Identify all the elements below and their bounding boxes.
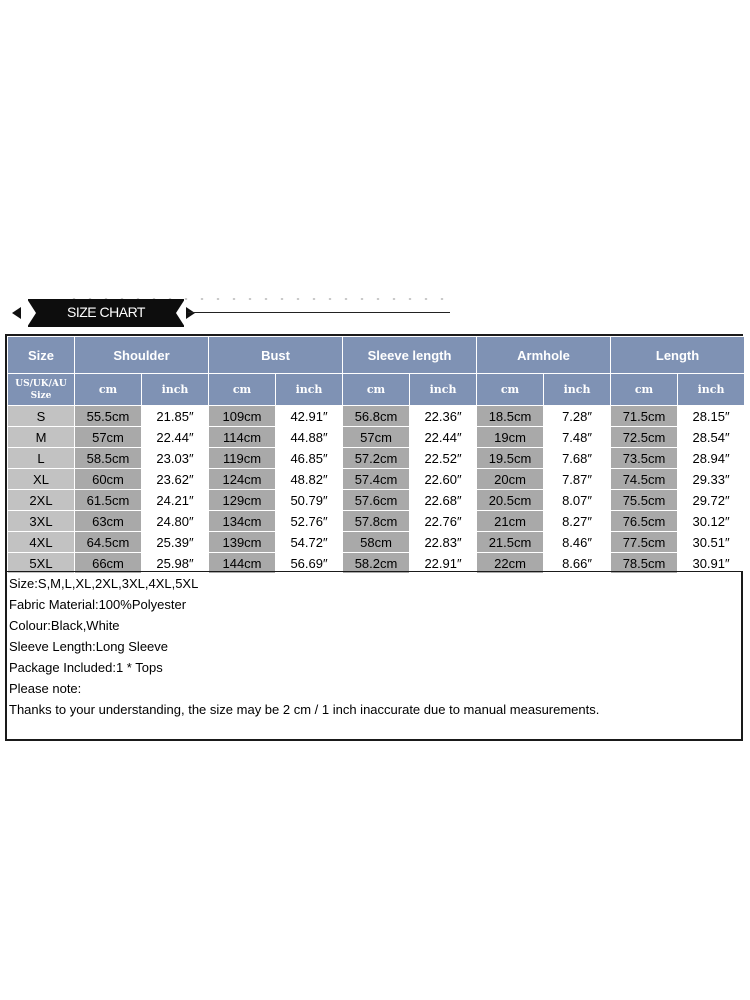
shoulder-cm-cell: 55.5cm [75,406,142,427]
table-row [8,490,745,511]
armhole-cm-cell: 19.5cm [477,448,544,469]
bust-cm-cell: 109cm [209,406,276,427]
note-package: Package Included:1 * Tops [9,660,163,675]
table-row [8,406,745,427]
unit-inch-header: inch [678,374,745,406]
length-cm-cell: 77.5cm [611,532,678,553]
shoulder-inch-cell: 23.62″ [142,469,209,490]
bust-cm-cell: 119cm [209,448,276,469]
size-cell: 2XL [8,490,75,511]
shoulder-cm-cell: 58.5cm [75,448,142,469]
unit-header-row [8,374,745,406]
armhole-inch-cell: 8.66″ [544,553,611,574]
armhole-cm-cell: 20cm [477,469,544,490]
group-header-row [8,337,745,374]
size-chart-banner [6,296,746,330]
shoulder-inch-cell: 24.21″ [142,490,209,511]
bust-inch-cell: 48.82″ [276,469,343,490]
size-header: Size [8,337,75,374]
armhole-inch-cell: 7.48″ [544,427,611,448]
table-row [8,511,745,532]
bust-inch-cell: 42.91″ [276,406,343,427]
length-cm-cell: 72.5cm [611,427,678,448]
shoulder-inch-cell: 22.44″ [142,427,209,448]
table-row [8,469,745,490]
shoulder-inch-cell: 25.39″ [142,532,209,553]
shoulder-header: Shoulder [75,337,209,374]
unit-inch-header: inch [276,374,343,406]
length-cm-cell: 75.5cm [611,490,678,511]
note-sizes: Size:S,M,L,XL,2XL,3XL,4XL,5XL [9,576,199,591]
armhole-cm-cell: 20.5cm [477,490,544,511]
armhole-inch-cell: 7.87″ [544,469,611,490]
sleeve-inch-cell: 22.91″ [410,553,477,574]
product-notes [5,571,743,741]
armhole-cm-cell: 21cm [477,511,544,532]
unit-inch-header: inch [410,374,477,406]
sleeve-cm-cell: 57.4cm [343,469,410,490]
size-chart-table-frame [5,334,743,571]
length-cm-cell: 76.5cm [611,511,678,532]
region-size-header [8,374,75,406]
length-inch-cell: 28.94″ [678,448,745,469]
sleeve-inch-cell: 22.76″ [410,511,477,532]
length-cm-cell: 78.5cm [611,553,678,574]
size-cell: M [8,427,75,448]
shoulder-cm-cell: 64.5cm [75,532,142,553]
banner-title: SIZE CHART [67,304,145,320]
size-cell: 3XL [8,511,75,532]
shoulder-cm-cell: 63cm [75,511,142,532]
unit-cm-header: cm [209,374,276,406]
armhole-cm-cell: 19cm [477,427,544,448]
armhole-cm-cell: 21.5cm [477,532,544,553]
sleeve-cm-cell: 58cm [343,532,410,553]
sleeve-inch-cell: 22.83″ [410,532,477,553]
sleeve-cm-cell: 56.8cm [343,406,410,427]
bust-cm-cell: 139cm [209,532,276,553]
unit-cm-header: cm [477,374,544,406]
bust-cm-cell: 134cm [209,511,276,532]
size-cell: 5XL [8,553,75,574]
length-inch-cell: 29.72″ [678,490,745,511]
sleeve-inch-cell: 22.68″ [410,490,477,511]
bust-cm-cell: 124cm [209,469,276,490]
armhole-header: Armhole [477,337,611,374]
note-please-note: Please note: [9,681,82,696]
bust-cm-cell: 114cm [209,427,276,448]
note-fabric: Fabric Material:100%Polyester [9,597,187,612]
banner-line [188,312,450,313]
shoulder-cm-cell: 60cm [75,469,142,490]
bust-inch-cell: 50.79″ [276,490,343,511]
bust-cm-cell: 129cm [209,490,276,511]
table-row [8,532,745,553]
sleeve-inch-cell: 22.60″ [410,469,477,490]
size-cell: S [8,406,75,427]
unit-cm-header: cm [343,374,410,406]
armhole-inch-cell: 7.28″ [544,406,611,427]
armhole-inch-cell: 8.07″ [544,490,611,511]
shoulder-inch-cell: 21.85″ [142,406,209,427]
size-cell: XL [8,469,75,490]
sleeve-inch-cell: 22.52″ [410,448,477,469]
length-inch-cell: 28.54″ [678,427,745,448]
length-cm-cell: 71.5cm [611,406,678,427]
arrow-left-icon [12,307,21,319]
sleeve-cm-cell: 57.2cm [343,448,410,469]
region-size-label: Size [30,390,52,401]
length-inch-cell: 30.91″ [678,553,745,574]
bust-inch-cell: 44.88″ [276,427,343,448]
armhole-inch-cell: 8.27″ [544,511,611,532]
shoulder-inch-cell: 23.03″ [142,448,209,469]
sleeve-cm-cell: 57.6cm [343,490,410,511]
note-disclaimer: Thanks to your understanding, the size may be 2 cm / 1 inch inaccurate due to manual measurements. [9,702,600,717]
length-inch-cell: 28.15″ [678,406,745,427]
length-cm-cell: 74.5cm [611,469,678,490]
size-chart-table [7,336,745,574]
unit-cm-header: cm [75,374,142,406]
armhole-inch-cell: 8.46″ [544,532,611,553]
shoulder-inch-cell: 24.80″ [142,511,209,532]
sleeve-length-header: Sleeve length [343,337,477,374]
size-rows [8,406,745,574]
length-inch-cell: 29.33″ [678,469,745,490]
bust-cm-cell: 144cm [209,553,276,574]
unit-cm-header: cm [611,374,678,406]
size-cell: 4XL [8,532,75,553]
length-inch-cell: 30.12″ [678,511,745,532]
armhole-cm-cell: 18.5cm [477,406,544,427]
sleeve-inch-cell: 22.44″ [410,427,477,448]
shoulder-cm-cell: 57cm [75,427,142,448]
sleeve-cm-cell: 57.8cm [343,511,410,532]
sleeve-cm-cell: 58.2cm [343,553,410,574]
bust-header: Bust [209,337,343,374]
sleeve-cm-cell: 57cm [343,427,410,448]
bust-inch-cell: 56.69″ [276,553,343,574]
armhole-inch-cell: 7.68″ [544,448,611,469]
shoulder-cm-cell: 66cm [75,553,142,574]
bust-inch-cell: 54.72″ [276,532,343,553]
size-cell: L [8,448,75,469]
bust-inch-cell: 52.76″ [276,511,343,532]
length-cm-cell: 73.5cm [611,448,678,469]
shoulder-cm-cell: 61.5cm [75,490,142,511]
unit-inch-header: inch [544,374,611,406]
note-sleeve-length: Sleeve Length:Long Sleeve [9,639,169,654]
table-row [8,448,745,469]
bust-inch-cell: 46.85″ [276,448,343,469]
note-colour: Colour:Black,White [9,618,120,633]
sleeve-inch-cell: 22.36″ [410,406,477,427]
unit-inch-header: inch [142,374,209,406]
banner-ribbon [28,299,184,327]
table-row [8,427,745,448]
armhole-cm-cell: 22cm [477,553,544,574]
shoulder-inch-cell: 25.98″ [142,553,209,574]
arrow-right-icon [186,307,195,319]
length-header: Length [611,337,745,374]
length-inch-cell: 30.51″ [678,532,745,553]
region-label: US/UK/AU [15,378,67,389]
